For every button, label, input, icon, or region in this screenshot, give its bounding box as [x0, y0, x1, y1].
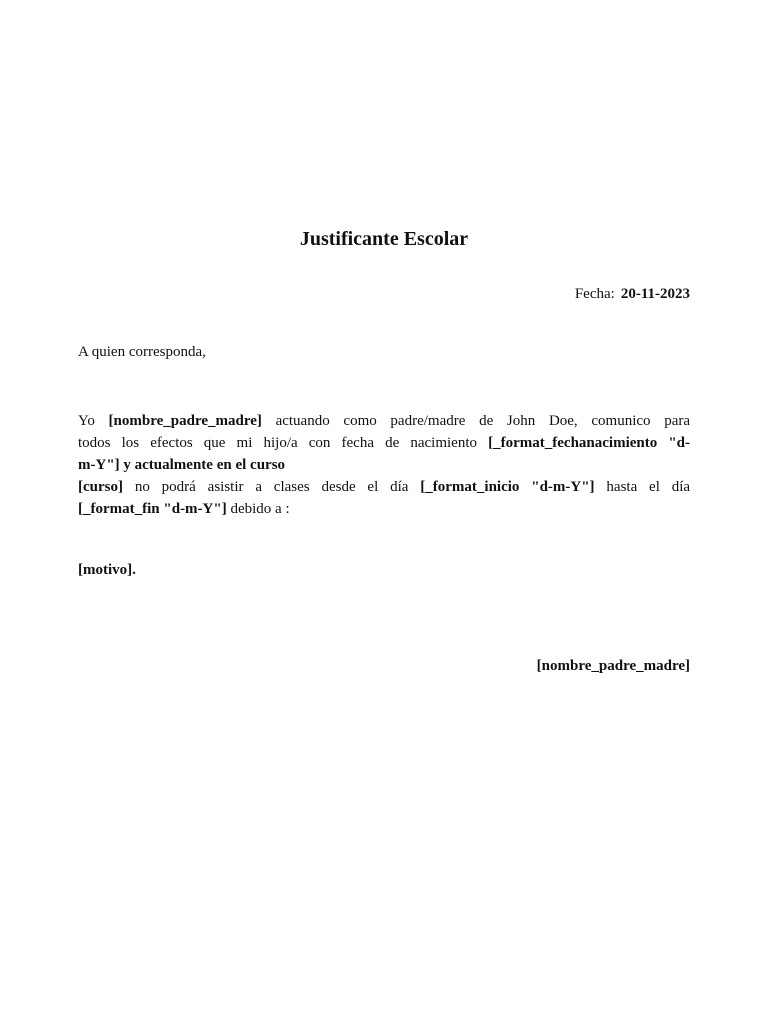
field-fechanacimiento-part2: m-Y"] y actualmente en el curso	[78, 457, 286, 473]
body-line-5	[78, 498, 690, 520]
body-line-2	[78, 432, 690, 454]
body-text-actuando: actuando como padre/madre de John Doe, comunico para	[275, 413, 691, 429]
body-word-yo: Yo	[78, 413, 95, 429]
field-curso: [curso]	[78, 479, 123, 495]
body-text-hasta: hasta el día	[606, 479, 691, 495]
date-label: Fecha:	[574, 286, 615, 302]
date-line	[575, 286, 690, 303]
faint-logo-placeholder	[78, 30, 238, 190]
date-value: 20-11-2023	[620, 286, 690, 302]
field-motivo: [motivo].	[78, 562, 136, 578]
salutation: A quien corresponda,	[78, 344, 206, 360]
field-nombre-padre-madre: [nombre_padre_madre]	[108, 413, 262, 429]
body-text-todos: todos los efectos que mi hijo/a con fecha de nacimiento	[78, 435, 478, 451]
body-text-no-podra: no podrá asistir a clases desde el día	[134, 479, 409, 495]
body-paragraph	[78, 410, 690, 520]
body-line-3	[78, 454, 690, 476]
document-title: Justificante Escolar	[299, 228, 469, 250]
body-line-1	[78, 410, 690, 432]
field-format-inicio: [_format_inicio "d-m-Y"]	[420, 479, 595, 495]
field-fechanacimiento-part1: [_format_fechanacimiento "d-	[488, 435, 691, 451]
body-line-4	[78, 476, 690, 498]
field-format-fin: [_format_fin "d-m-Y"]	[78, 501, 227, 517]
body-text-debido: debido a :	[230, 501, 290, 517]
signature-field: [nombre_padre_madre]	[536, 658, 690, 674]
